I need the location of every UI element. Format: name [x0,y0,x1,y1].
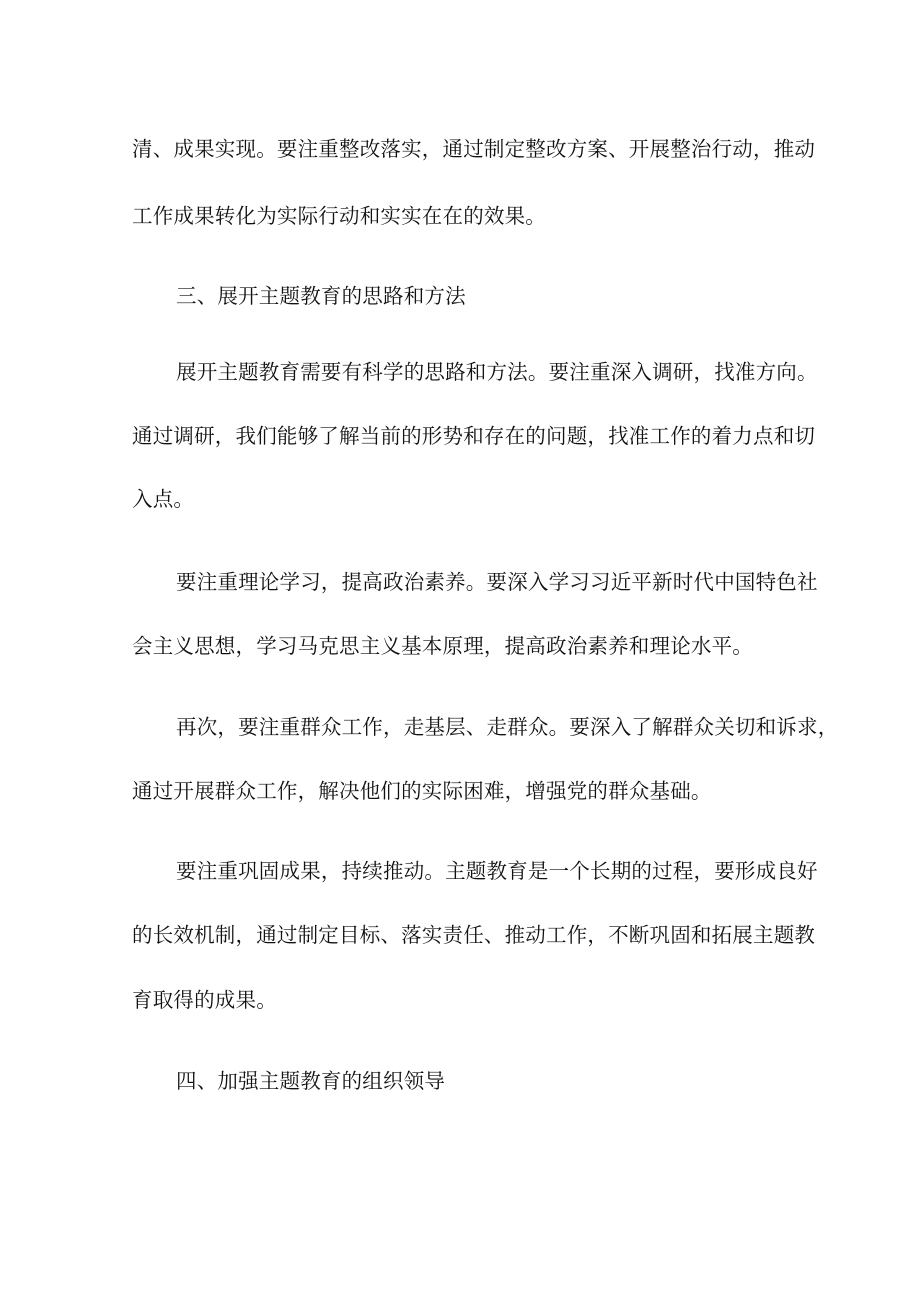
paragraph-line: 育取得的成果。 [132,988,277,1012]
paragraph-line: 的长效机制，通过制定目标、落实责任、推动工作，不断巩固和拓展主题教 [132,923,816,947]
paragraph-line: 入点。 [132,487,195,511]
paragraph-line: 要注重理论学习，提高政治素养。要深入学习习近平新时代中国特色社 [176,570,818,594]
paragraph-line: 再次，要注重群众工作，走基层、走群众。要深入了解群众关切和诉求， [176,715,839,739]
paragraph-line: 通过调研，我们能够了解当前的形势和存在的问题，找准工作的着力点和切 [132,424,816,448]
paragraph-line: 通过开展群众工作，解决他们的实际困难，增强党的群众基础。 [132,779,712,803]
section-heading-4: 四、加强主题教育的组织领导 [176,1069,446,1093]
paragraph-line: 会主义思想，学习马克思主义基本原理，提高政治素养和理论水平。 [132,634,753,658]
paragraph-line: 要注重巩固成果，持续推动。主题教育是一个长期的过程，要形成良好 [176,859,818,883]
paragraph-line: 清、成果实现。要注重整改落实，通过制定整改方案、开展整治行动，推动 [132,137,816,161]
paragraph-line: 展开主题教育需要有科学的思路和方法。要注重深入调研，找准方向。 [176,360,818,384]
paragraph-line: 工作成果转化为实际行动和实实在在的效果。 [132,204,546,228]
section-heading-3: 三、展开主题教育的思路和方法 [176,284,466,308]
